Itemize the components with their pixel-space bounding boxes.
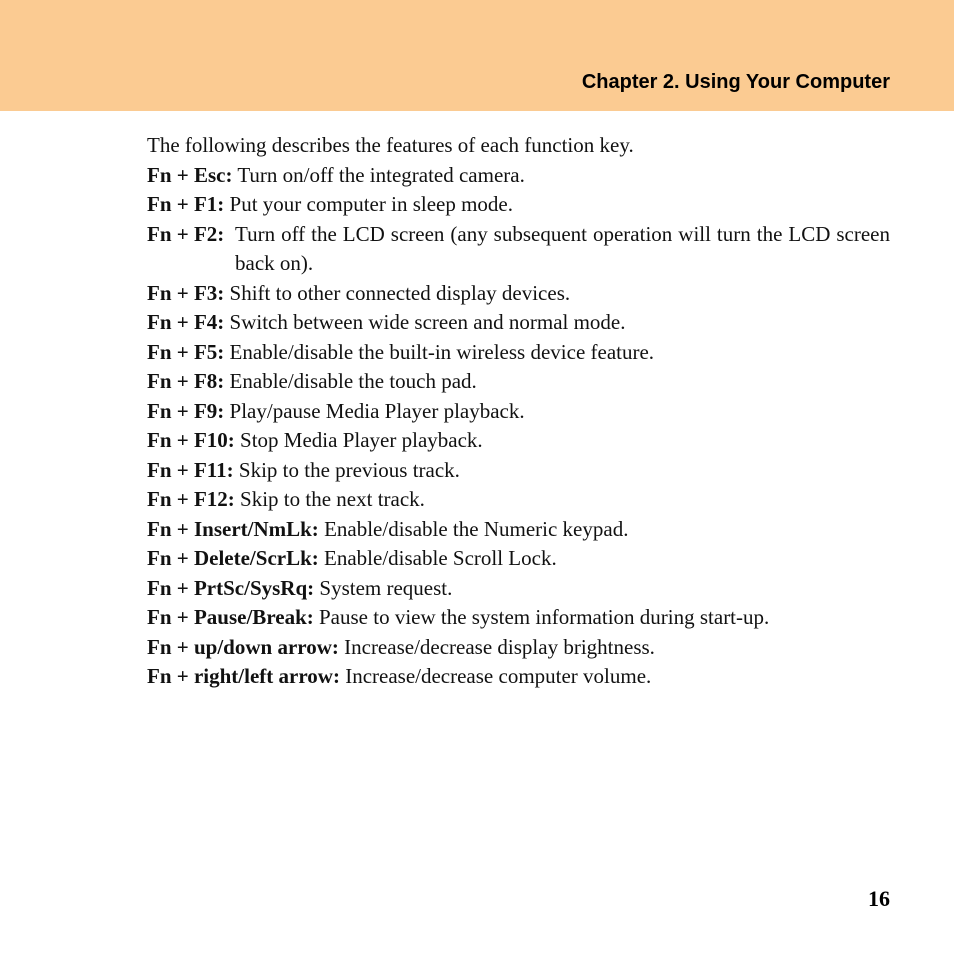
function-key-list [147, 161, 890, 692]
function-key-description: Stop Media Player playback. [240, 428, 483, 452]
function-key-description: Turn off the LCD screen (any subsequent operation will turn the LCD screen back on). [235, 221, 890, 275]
function-key-label: Fn + Insert/NmLk: [147, 516, 319, 541]
function-key-label: Fn + F8: [147, 369, 225, 393]
function-key-description: Play/pause Media Player playback. [229, 398, 525, 423]
function-key-item [147, 544, 890, 574]
function-key-description: Skip to the next track. [240, 487, 425, 511]
function-key-description: Shift to other connected display devices. [229, 280, 571, 305]
chapter-title: Chapter 2. Using Your Computer [581, 71, 890, 93]
function-key-label: Fn + F12: [147, 487, 235, 511]
function-key-description: Enable/disable the built-in wireless device feature. [229, 339, 655, 364]
function-key-item [147, 426, 890, 456]
function-key-item [147, 367, 890, 397]
function-key-description: Put your computer in sleep mode. [229, 192, 513, 216]
function-key-description: Skip to the previous track. [238, 457, 460, 482]
function-key-description: Pause to view the system information during start-up. [319, 605, 770, 629]
function-key-label: Fn + F4: [147, 310, 225, 334]
function-key-label: Fn + F2: [147, 221, 225, 246]
page-number: 16 [868, 886, 890, 911]
function-key-description: Switch between wide screen and normal mode. [229, 310, 626, 334]
function-key-item [147, 456, 890, 486]
function-key-item [147, 633, 890, 663]
function-key-item [147, 308, 890, 338]
function-key-label: Fn + right/left arrow: [147, 664, 340, 688]
function-key-item [147, 220, 890, 279]
function-key-description: Turn on/off the integrated camera. [237, 162, 525, 187]
function-key-label: Fn + Delete/ScrLk: [147, 546, 319, 570]
function-key-label: Fn + F1: [147, 192, 225, 216]
header-band [0, 0, 954, 111]
function-key-item [147, 603, 890, 633]
function-key-label: Fn + Pause/Break: [147, 605, 314, 629]
function-key-item [147, 662, 890, 692]
function-key-item [147, 515, 890, 545]
function-key-item [147, 338, 890, 368]
function-key-item [147, 279, 890, 309]
function-key-item [147, 397, 890, 427]
function-key-description: Increase/decrease display brightness. [344, 634, 655, 659]
intro-paragraph: The following describes the features of each function key. [147, 133, 634, 157]
function-key-label: Fn + F5: [147, 339, 225, 364]
function-key-description: Enable/disable the Numeric keypad. [324, 516, 629, 541]
function-key-label: Fn + F9: [147, 398, 225, 423]
page-content [147, 131, 890, 692]
function-key-item [147, 485, 890, 515]
function-key-label: Fn + up/down arrow: [147, 634, 339, 659]
function-key-item [147, 161, 890, 191]
function-key-label: Fn + Esc: [147, 162, 233, 187]
function-key-label: Fn + F3: [147, 280, 225, 305]
function-key-item [147, 574, 890, 604]
function-key-description: Enable/disable Scroll Lock. [324, 546, 557, 570]
function-key-description: Enable/disable the touch pad. [229, 369, 477, 393]
function-key-label: Fn + F11: [147, 457, 234, 482]
function-key-description: Increase/decrease computer volume. [345, 664, 652, 688]
function-key-item [147, 190, 890, 220]
function-key-description: System request. [319, 575, 453, 600]
function-key-label: Fn + PrtSc/SysRq: [147, 575, 315, 600]
function-key-label: Fn + F10: [147, 428, 235, 452]
